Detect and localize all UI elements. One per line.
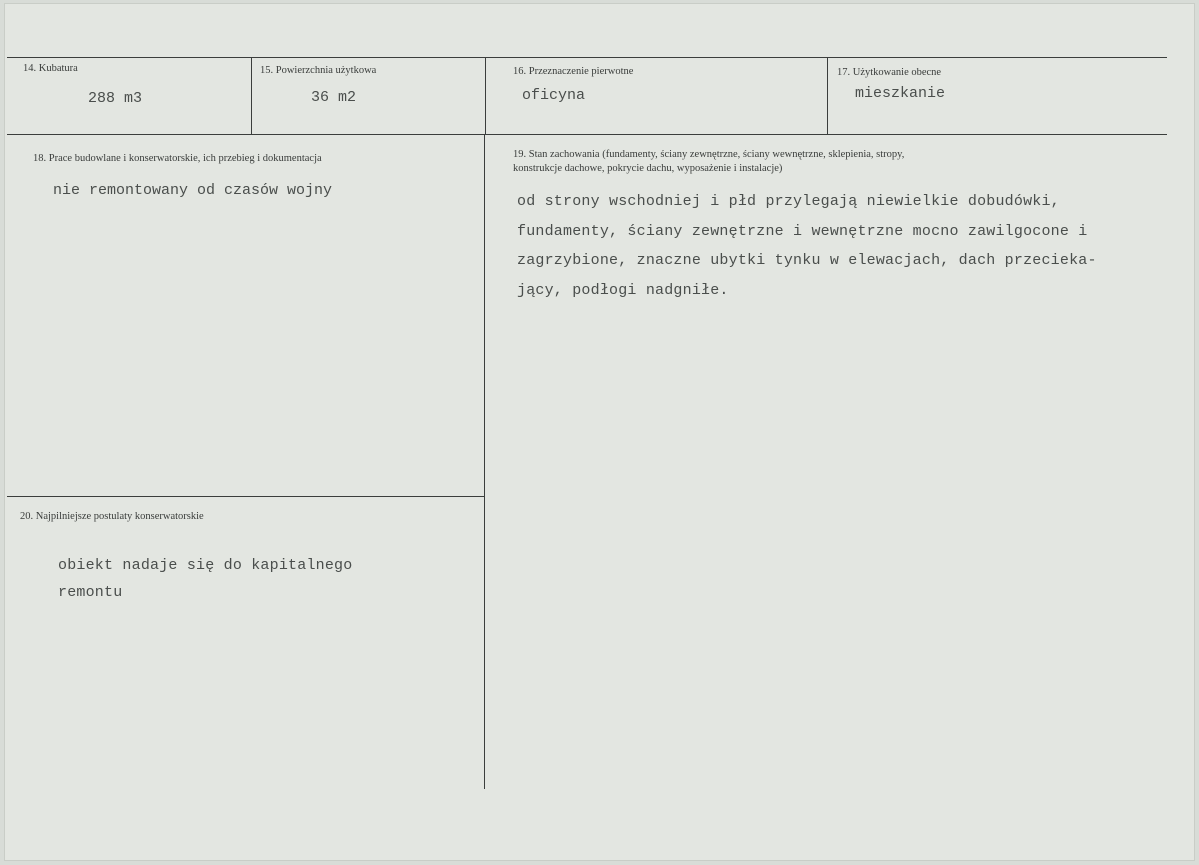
rule-above-20 bbox=[7, 496, 484, 497]
divider-16-17 bbox=[827, 57, 828, 134]
top-row-rule bbox=[7, 57, 1167, 58]
field-14-label: 14. Kubatura bbox=[23, 63, 78, 74]
field-20-line: obiekt nadaje się do kapitalnego bbox=[58, 557, 353, 574]
field-19-line: zagrzybione, znaczne ubytki tynku w elewacjach, dach przecieka- bbox=[517, 252, 1097, 269]
field-20-text bbox=[58, 552, 352, 606]
field-20-line: remontu bbox=[58, 584, 123, 601]
field-15-label: 15. Powierzchnia użytkowa bbox=[260, 65, 377, 76]
field-19-line: od strony wschodniej i płd przylegają niewielkie dobudówki, bbox=[517, 193, 1060, 210]
field-14-value: 288 m3 bbox=[88, 90, 143, 107]
field-18-value: nie remontowany od czasów wojny bbox=[53, 182, 333, 199]
field-19-text bbox=[517, 187, 1097, 305]
field-16-label: 16. Przeznaczenie pierwotne bbox=[513, 66, 634, 77]
divider-14-15 bbox=[251, 57, 252, 134]
inventory-card bbox=[4, 3, 1195, 861]
divider-15-16 bbox=[485, 57, 486, 134]
field-20-label: 20. Najpilniejsze postulaty konserwatorskie bbox=[20, 511, 204, 522]
field-19-line: fundamenty, ściany zewnętrzne i wewnętrzne mocno zawilgocone i bbox=[517, 222, 1088, 240]
divider-18-19 bbox=[484, 134, 485, 789]
field-17-label: 17. Użytkowanie obecne bbox=[837, 67, 942, 78]
field-18-label: 18. Prace budowlane i konserwatorskie, ich przebieg i dokumentacja bbox=[33, 153, 322, 164]
middle-row-rule bbox=[7, 134, 1167, 135]
field-19-line: jący, podłogi nadgniłe. bbox=[517, 281, 729, 299]
field-17-value: mieszkanie bbox=[855, 85, 946, 102]
field-19-label-line1: 19. Stan zachowania (fundamenty, ściany zewnętrzne, ściany wewnętrzne, sklepienia, stropy, bbox=[513, 149, 905, 160]
field-19-label-line2: konstrukcje dachowe, pokrycie dachu, wyposażenie i instalacje) bbox=[513, 163, 783, 174]
field-15-value: 36 m2 bbox=[311, 89, 357, 106]
field-16-value: oficyna bbox=[522, 87, 586, 104]
